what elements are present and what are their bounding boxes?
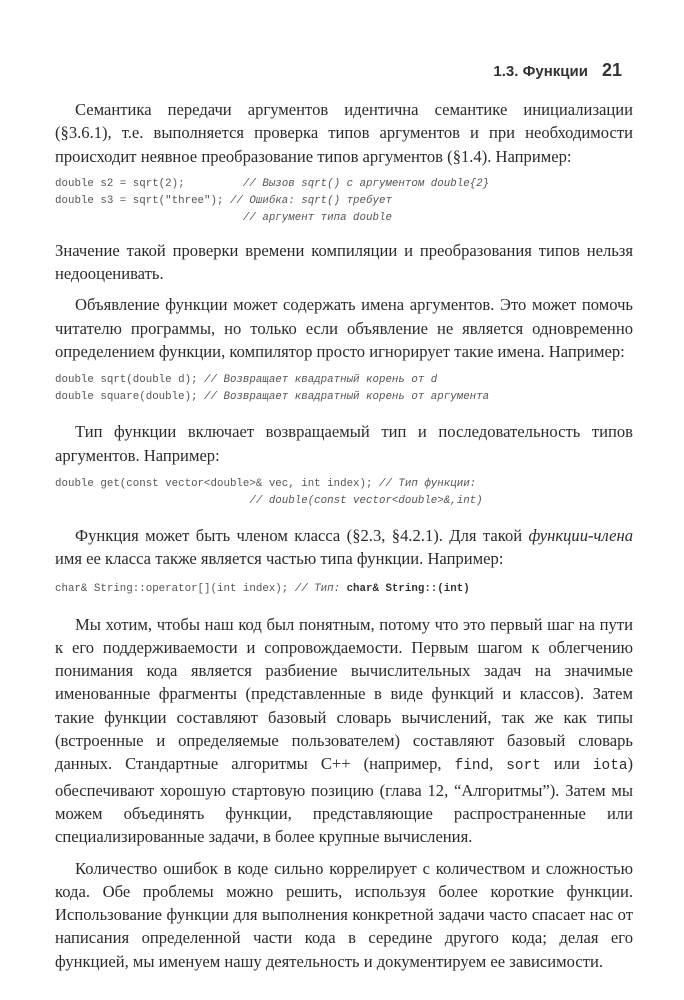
code-text: double square(double); [55, 391, 205, 404]
code-text: double get(const vector<double>& vec, int index); [55, 477, 379, 490]
italic-term: функции-члена [528, 525, 633, 545]
code-text: double sqrt(double d); [55, 374, 205, 387]
code-comment: // Тип функции: [378, 477, 477, 490]
running-header [493, 60, 622, 81]
code-inline-find: find [454, 758, 490, 775]
text-run: Мы хотим, чтобы наш код был понятным, потому что это первый шаг на пути к его поддерживаемости и сопровождаемости. Первым шагом к облегчению понимания кода является разбиение вычислительных задач на значимые именованные фрагменты (представленные в виде функций и классов). Затем такие функции составляют базовый словарь вычислений, так же как типы (встроенные и определяемые пользователем) составляют базовый словарь данных. Стандартные алгоритмы С++ (например, [55, 614, 633, 774]
code-comment: // Тип: [294, 582, 347, 595]
paragraph-error-count: Количество ошибок в коде сильно коррелирует с количеством и сложностью кода. Обе проблемы можно решить, используя более короткие функции. Использование функции для выполнения конкретной задачи часто спасает нас от написания определенной части кода в середине другого кода; делая его функцией, мы именуем нашу деятельность и документируем ее зависимости. [55, 858, 633, 971]
code-comment: // Возвращает квадратный корень от аргумента [204, 391, 490, 404]
code-text [55, 212, 243, 224]
paragraph-compile-check: Значение такой проверки времени компиляции и преобразования типов нельзя недооценивать. [55, 240, 633, 284]
text-run: или [540, 754, 593, 774]
code-comment: // Вызов sqrt() с аргументом double{2} [242, 177, 490, 190]
code-comment: // double(const vector<double>&,int) [249, 494, 483, 507]
code-text: char& String::operator[](int index); [55, 582, 295, 595]
paragraph-understandable-code [55, 613, 633, 849]
text-run: имя ее класса также является частью типа функции. Например: [55, 549, 504, 569]
code-example-function-type [55, 476, 633, 510]
paragraph-function-type: Тип функции включает возвращаемый тип и последовательность типов аргументов. Например: [55, 422, 633, 465]
code-bold-type: char& String::(int) [346, 582, 470, 595]
section-title: 1.3. Функции [493, 63, 588, 80]
code-comment: // аргумент типа double [242, 211, 392, 224]
text-run: ) обеспечивают хорошую стартовую позицию (глава 12, “Алгоритмы”). Затем мы можем объединять функции, представляющие распространенные или специализированные задачи, в более крупные вычисления. [55, 754, 633, 847]
code-inline-sort: sort [506, 758, 541, 775]
code-example-declarations [55, 372, 633, 406]
paragraph-arguments-semantics: Семантика передачи аргументов идентична семантике инициализации (§3.6.1), т.е. выполняется проверка типов аргументов и при необходимости происходит неявное преобразование типов аргументов (§1.4). Например: [55, 100, 633, 166]
text-run: Функция может быть членом класса (§2.3, §4.2.1). Для такой [75, 525, 529, 545]
code-example-member-function [55, 581, 633, 598]
page-body [55, 98, 633, 973]
paragraph-argument-names: Объявление функции может содержать имена аргументов. Это может помочь читателю программы, но только если объявление не является одновременно определением функции, компилятор просто игнорирует такие имена. Например: [55, 295, 633, 362]
page-number: 21 [601, 60, 622, 80]
code-comment: // Возвращает квадратный корень от d [204, 374, 438, 387]
code-comment: // Ошибка: sqrt() требует [229, 194, 392, 207]
code-inline-iota: iota [592, 758, 628, 775]
paragraph-member-function [55, 524, 633, 571]
code-text: double s3 = sqrt("three"); [55, 194, 230, 207]
code-text [55, 495, 249, 507]
text-run: , [489, 754, 507, 774]
code-example-sqrt-call [55, 176, 633, 227]
code-text: double s2 = sqrt(2); [55, 177, 243, 190]
